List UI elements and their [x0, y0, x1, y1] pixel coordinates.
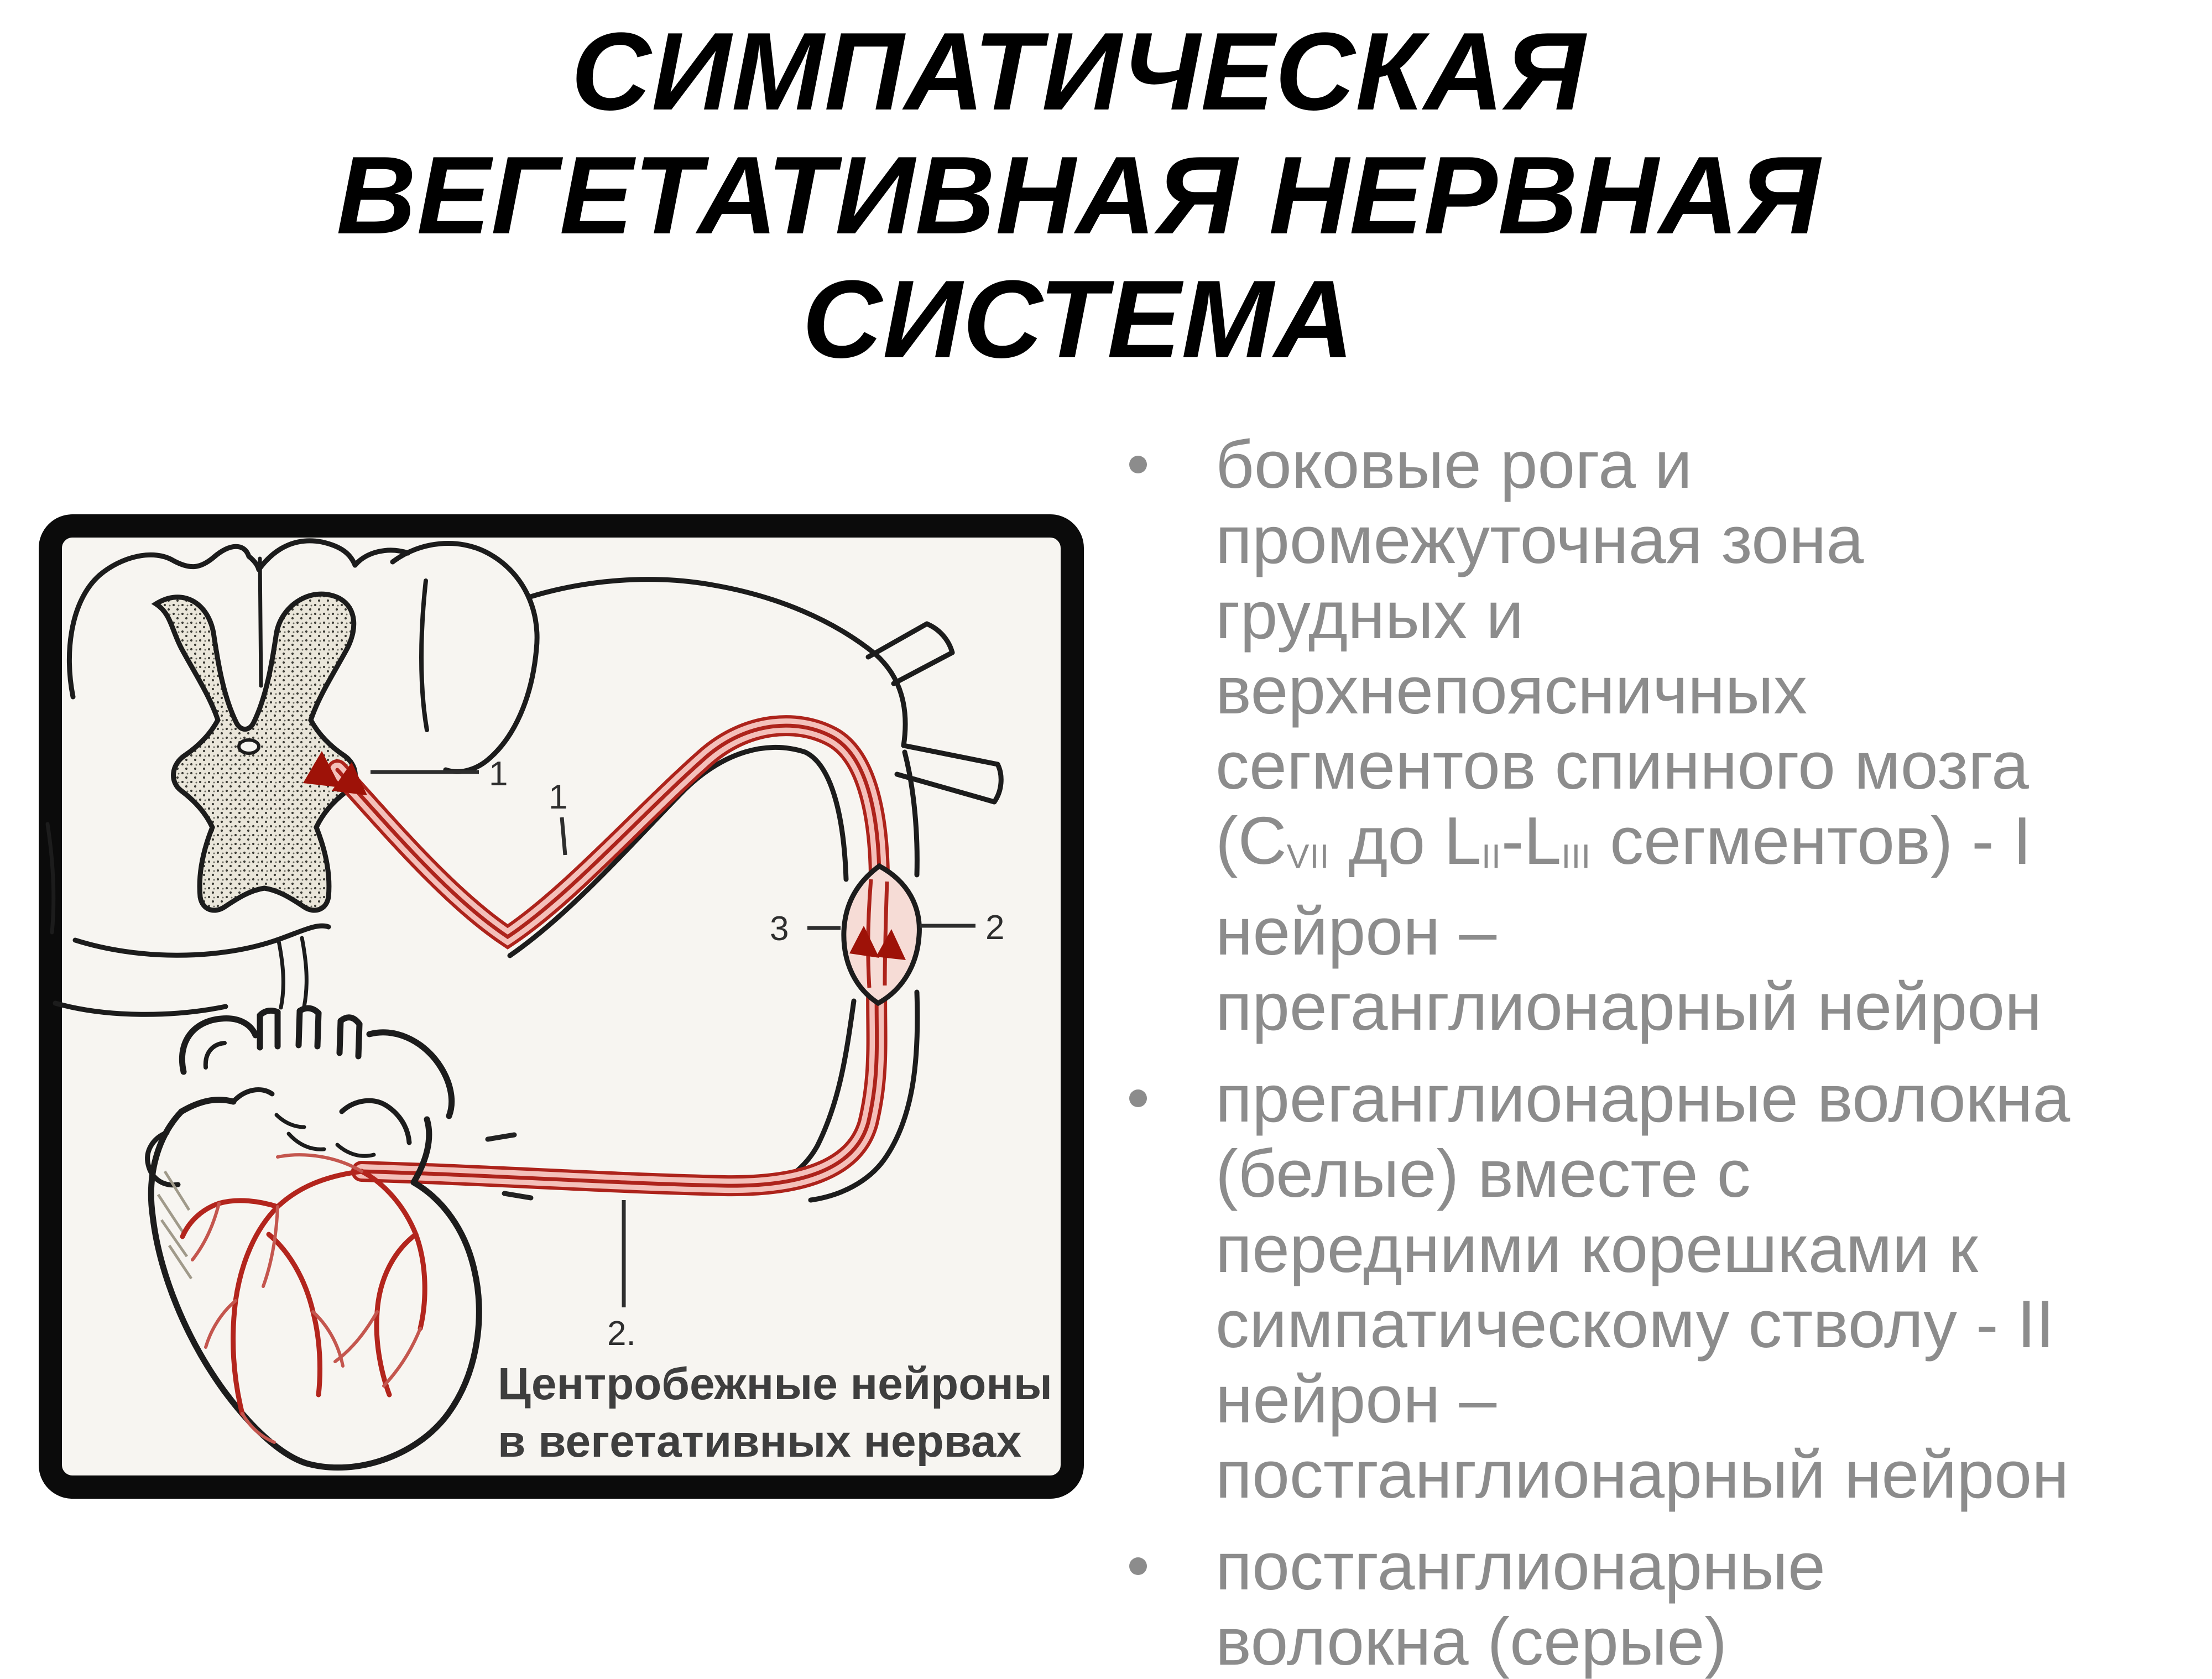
bullet-text-line: волокна (серые) [1215, 1604, 1728, 1679]
bullet-text-line: грудных и [1215, 577, 1524, 653]
label-ganglion: 3 [770, 910, 789, 948]
bullet-text-line: нейрон – [1215, 1362, 1497, 1437]
figure-caption-line2: в вегетативных нервах [498, 1416, 1022, 1467]
bullet-text-line: нейрон – [1215, 894, 1497, 969]
bullet-text-line: промежуточная зона [1215, 502, 1864, 577]
bullet-text-line: (белые) вместе с [1215, 1136, 1751, 1212]
title-line-1: СИМПАТИЧЕСКАЯ [571, 10, 1586, 133]
bullet-dot [1129, 1089, 1147, 1107]
title-line-2: ВЕГЕТАТИВНАЯ НЕРВНАЯ [336, 134, 1820, 257]
figure-caption-line1: Центробежные нейроны [498, 1359, 1052, 1409]
anatomy-figure [39, 514, 1084, 1499]
bullet-text [1215, 1529, 1825, 1679]
bullet-text-line: постганглионарные [1215, 1529, 1825, 1604]
bullet-text [1215, 1061, 2070, 1512]
list-item [1129, 1529, 2191, 1679]
page-title [0, 10, 2157, 382]
bullet-text-line: преганглионарный нейрон [1215, 969, 2042, 1045]
list-item [1129, 1061, 2191, 1512]
bullet-dot [1129, 1557, 1147, 1575]
central-canal [239, 740, 259, 753]
sympathetic-pathway-diagram [39, 514, 1084, 1499]
label-preganglionic-fiber: 1 [549, 778, 568, 816]
bullet-text-line: верхнепоясничных [1215, 653, 1808, 728]
bullet-text-line: симпатическому стволу - II [1215, 1286, 2055, 1362]
bullet-text-line: сегментов спинного мозга [1215, 728, 2029, 803]
bullet-text-line: (CVII до LII-LIII сегментов) - I [1215, 803, 2032, 878]
label-ramus: 2 [985, 909, 1005, 947]
label-cardiac-nerve: 2. [607, 1315, 636, 1353]
label-lateral-horn: 1 [489, 755, 508, 793]
bullet-list [1129, 427, 2191, 1679]
bullet-text-line: боковые рога и [1215, 427, 1692, 502]
bullet-text-line: постганглионарный нейрон [1215, 1437, 2069, 1513]
bullet-text [1215, 427, 2042, 1044]
bullet-dot [1129, 456, 1147, 473]
title-line-3: СИСТЕМА [802, 258, 1355, 381]
bullet-text-line: передними корешками к [1215, 1211, 1978, 1287]
bullet-text-line: преганглионарные волокна [1215, 1061, 2070, 1136]
list-item [1129, 427, 2191, 1044]
